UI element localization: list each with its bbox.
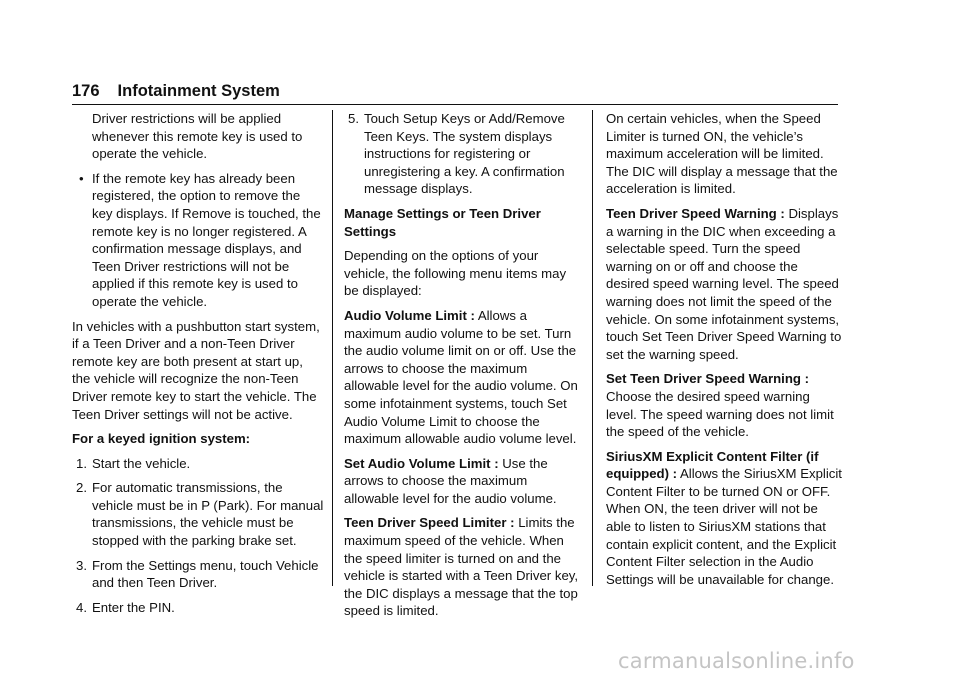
step-text: Enter the PIN. bbox=[92, 599, 175, 615]
page-number: 176 bbox=[72, 82, 100, 100]
watermark-text: carmanualsonline.info bbox=[618, 649, 855, 673]
column-2 bbox=[344, 110, 584, 627]
menu-item-desc: Use the arrows to choose the maximum allowable level for the audio volume. bbox=[344, 455, 557, 506]
step-item bbox=[72, 599, 324, 617]
paragraph: In vehicles with a pushbutton start system, if a Teen Driver and a non-Teen Driver remote key are both present at start up, the vehicle will recognize the non-Teen Driver remote key to start the vehicle. The Teen Driver settings will not be active. bbox=[72, 318, 320, 422]
paragraph: Depending on the options of your vehicle, the following menu items may be displayed: bbox=[344, 248, 567, 299]
menu-item-term: Set Teen Driver Speed Warning : bbox=[606, 371, 809, 387]
menu-item-desc: Choose the desired speed warning level. The speed warning does not limit the speed of the vehicle. bbox=[606, 388, 834, 440]
step-text: For automatic transmissions, the vehicle must be in P (Park). For manual transmissions, the vehicle must be stopped with the parking brake set. bbox=[92, 480, 324, 549]
step-item bbox=[72, 557, 324, 592]
page-header bbox=[72, 82, 280, 101]
step-number: 5. bbox=[348, 111, 359, 126]
step-item bbox=[72, 479, 324, 549]
menu-item-term: Audio Volume Limit : bbox=[344, 307, 475, 323]
menu-item-entry bbox=[606, 448, 844, 589]
step-number: 1. bbox=[76, 455, 87, 471]
step-text: Touch Setup Keys or Add/Remove Teen Keys. The system displays instructions for registering or unregistering a key. A confirmation message displays. bbox=[364, 111, 565, 197]
menu-item-entry bbox=[344, 455, 584, 508]
menu-item-desc: Displays a warning in the DIC when exceeding a selectable speed. Turn the speed warning on or off and choose the desired speed warning level. The speed warning does not limit the speed of the vehicle. On some infotainment systems, touch Set Teen Driver Speed Warning to set the warning speed. bbox=[606, 205, 842, 362]
menu-item-entry bbox=[344, 307, 584, 448]
step-text: From the Settings menu, touch Vehicle and then Teen Driver. bbox=[92, 557, 319, 591]
subheading: For a keyed ignition system: bbox=[72, 431, 251, 447]
column-divider bbox=[592, 110, 593, 586]
bullet-item: • If the remote key has already been registered, the option to remove the key displays. If Remove is touched, the remote key is no longer registered. A confirmation message displays, and Teen Driver restrictions will not be applied if this remote key is used to operate the vehicle. bbox=[72, 170, 324, 311]
column-3 bbox=[606, 110, 844, 595]
continued-text: Driver restrictions will be applied whenever this remote key is used to operate the vehicle. bbox=[92, 111, 303, 162]
step-text: Start the vehicle. bbox=[92, 455, 191, 471]
paragraph: On certain vehicles, when the Speed Limiter is turned ON, the vehicle’s maximum acceleration will be limited. The DIC will display a message that the acceleration is limited. bbox=[606, 111, 838, 197]
subheading: Manage Settings or Teen Driver Settings bbox=[344, 205, 541, 239]
menu-item-term: Set Audio Volume Limit : bbox=[344, 455, 499, 471]
step-item bbox=[72, 455, 324, 473]
header-rule bbox=[72, 104, 838, 105]
section-title: Infotainment System bbox=[117, 82, 280, 100]
menu-item-desc: Limits the maximum speed of the vehicle. When the speed limiter is turned on and the vehicle is started with a Teen Driver key, the DIC displays a message that the top speed is limited. bbox=[344, 515, 579, 619]
step-number: 4. bbox=[76, 599, 87, 615]
menu-item-term: Teen Driver Speed Limiter : bbox=[344, 515, 515, 531]
step-item bbox=[344, 110, 584, 198]
column-1 bbox=[72, 110, 324, 623]
column-divider bbox=[332, 110, 333, 586]
menu-item-entry bbox=[606, 370, 844, 440]
menu-item-entry bbox=[606, 205, 844, 363]
menu-item-entry bbox=[344, 514, 584, 620]
menu-item-term: Teen Driver Speed Warning : bbox=[606, 205, 785, 221]
menu-item-term: SiriusXM Explicit Content Filter (if equipped) : bbox=[606, 448, 819, 482]
step-number: 3. bbox=[76, 557, 87, 573]
menu-item-desc: Allows the SiriusXM Explicit Content Filter to be turned ON or OFF. When ON, the teen driver will not be able to listen to SiriusXM stations that contain explicit content, and the Explicit Content Filter selection in the Audio Settings will be unavailable for change. bbox=[606, 466, 842, 587]
step-number: 2. bbox=[76, 480, 87, 496]
menu-item-desc: Allows a maximum audio volume to be set. Turn the audio volume limit on or off. Use the arrows to choose the maximum allowable level for the audio volume. On some infotainment systems, touch Set Audio Volume Limit to choose the maximum allowable audio volume level. bbox=[344, 307, 578, 447]
